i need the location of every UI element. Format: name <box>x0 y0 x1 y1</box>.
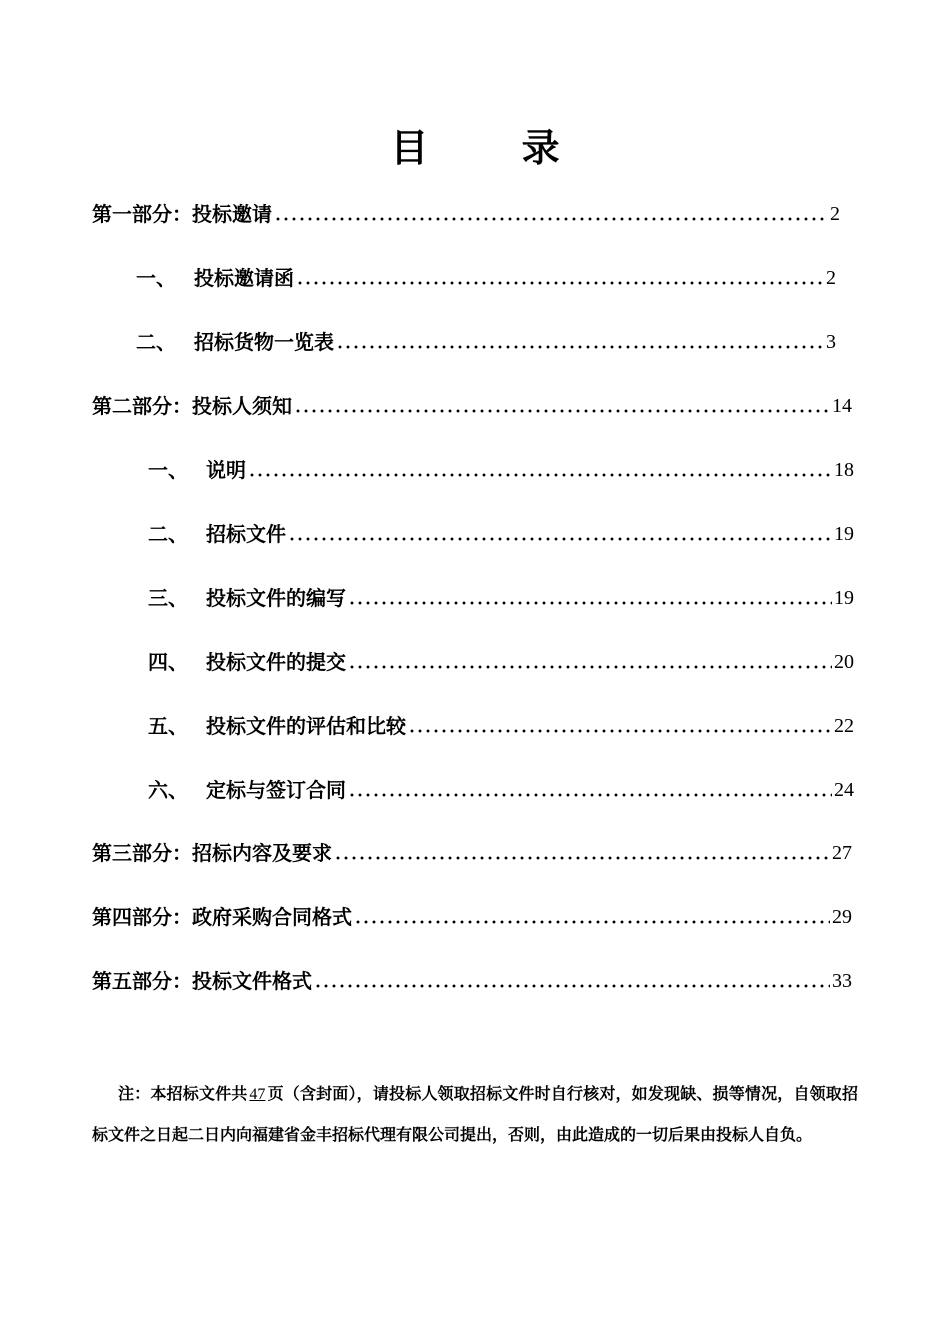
toc-entry-label: 定标与签订合同 <box>206 778 346 802</box>
toc-entry-part-4[interactable] <box>92 902 852 932</box>
toc-entry-number: 二、 <box>148 522 188 546</box>
toc-entry-2-6[interactable] <box>148 775 854 805</box>
toc-entry-1-1[interactable] <box>136 263 836 293</box>
toc-leader-dots <box>296 263 824 293</box>
toc-leader-dots <box>336 327 824 357</box>
toc-entry-label: 第四部分：政府采购合同格式 <box>92 905 352 929</box>
toc-leader-dots <box>354 902 830 932</box>
toc-entry-label: 招标文件 <box>206 522 286 546</box>
toc-entry-page: 3 <box>826 331 836 353</box>
toc-entry-label: 第二部分：投标人须知 <box>92 394 292 418</box>
page-title: 目 录 <box>390 126 600 170</box>
toc-entry-label: 投标文件的评估和比较 <box>206 714 406 738</box>
toc-entry-page: 19 <box>834 587 854 609</box>
toc-leader-dots <box>248 455 832 485</box>
toc-entry-number: 三、 <box>148 586 188 610</box>
note-prefix: 注：本招标文件共 <box>118 1084 248 1103</box>
toc-entry-1-2[interactable] <box>136 327 836 357</box>
toc-entry-label: 第三部分：招标内容及要求 <box>92 841 332 865</box>
note-suffix: 页（含封面），请投标人领取招标文件时自行核对，如发现缺、损等情况，自领取招标文件之日起二日内向福建省金丰招标代理有限公司提出，否则，由此造成的一切后果由投标人自负。 <box>92 1084 858 1144</box>
toc-entry-page: 24 <box>834 779 854 801</box>
toc-entry-number: 一、 <box>148 458 188 482</box>
toc-entry-part-2[interactable] <box>92 391 852 421</box>
toc-leader-dots <box>348 647 832 677</box>
toc-entry-page: 27 <box>832 842 852 864</box>
toc-entry-label: 第五部分：投标文件格式 <box>92 969 312 993</box>
toc-entry-page: 20 <box>834 651 854 673</box>
toc-entry-number: 六、 <box>148 778 188 802</box>
toc-leader-dots <box>408 711 832 741</box>
toc-entry-2-5[interactable] <box>148 711 854 741</box>
toc-entry-page: 29 <box>832 906 852 928</box>
toc-entry-page: 33 <box>832 970 852 992</box>
toc-entry-page: 19 <box>834 523 854 545</box>
toc-leader-dots <box>348 775 832 805</box>
toc-entry-page: 14 <box>832 395 852 417</box>
toc-leader-dots <box>334 838 830 868</box>
toc-entry-label: 第一部分：投标邀请 <box>92 202 272 226</box>
note-page-count: 47 <box>249 1086 266 1103</box>
toc-entry-part-5[interactable] <box>92 966 852 996</box>
toc-entry-number: 二、 <box>136 330 176 354</box>
toc-entry-label: 说明 <box>206 458 246 482</box>
toc-entry-part-3[interactable] <box>92 838 852 868</box>
toc-leader-dots <box>288 519 832 549</box>
toc-entry-page: 18 <box>834 459 854 481</box>
toc-entry-part-1[interactable] <box>92 199 840 229</box>
toc-entry-label: 投标文件的提交 <box>206 650 346 674</box>
toc-entry-page: 2 <box>830 203 840 225</box>
toc-leader-dots <box>348 583 832 613</box>
toc-entry-page: 22 <box>834 715 854 737</box>
toc-entry-label: 投标文件的编写 <box>206 586 346 610</box>
toc-entry-label: 投标邀请函 <box>194 266 294 290</box>
toc-entry-2-4[interactable] <box>148 647 854 677</box>
document-note <box>92 1074 858 1155</box>
toc-entry-2-2[interactable] <box>148 519 854 549</box>
toc-entry-number: 四、 <box>148 650 188 674</box>
toc-entry-2-3[interactable] <box>148 583 854 613</box>
toc-entry-2-1[interactable] <box>148 455 854 485</box>
toc-entry-number: 五、 <box>148 714 188 738</box>
toc-entry-page: 2 <box>826 267 836 289</box>
toc-leader-dots <box>314 966 830 996</box>
toc-leader-dots <box>274 199 828 229</box>
toc-leader-dots <box>294 391 830 421</box>
toc-entry-label: 招标货物一览表 <box>194 330 334 354</box>
toc-entry-number: 一、 <box>136 266 176 290</box>
